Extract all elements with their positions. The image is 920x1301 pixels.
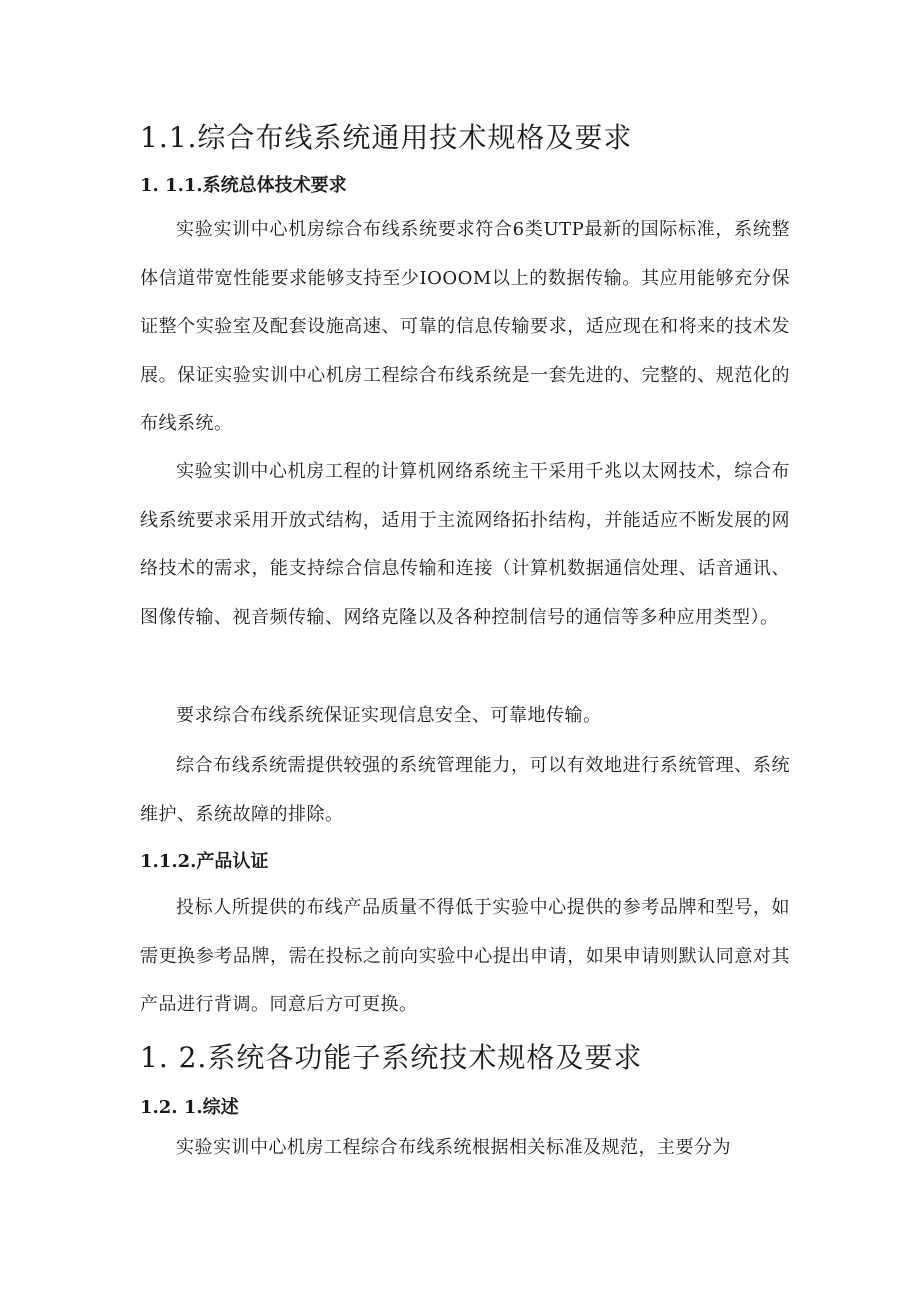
paragraph-1-1-2-a: 投标人所提供的布线产品质量不得低于实验中心提供的参考品牌和型号，如需更换参考品牌，需在投标之前向实验中心提出申请，如果申请则默认同意对其产品进行背调。同意后方可更换。 [140,897,790,1015]
paragraph-1-2-1-a: 实验实训中心机房工程综合布线系统根据相关标准及规范，主要分为 [176,1137,731,1158]
section-heading-1-2: 1. 2.系统各功能子系统技术规格及要求 [140,1041,643,1074]
paragraph-1-1-1-d: 综合布线系统需提供较强的系统管理能力，可以有效地进行系统管理、系统维护、系统故障的排除。 [140,755,790,825]
paragraph-1-1-1-c: 要求综合布线系统保证实现信息安全、可靠地传输。 [176,705,602,726]
subsection-heading-1-1-1: 1. 1.1.系统总体技术要求 [140,175,347,196]
subsection-heading-1-1-2: 1.1.2.产品认证 [140,851,269,872]
paragraph-1-1-1-a: 实验实训中心机房综合布线系统要求符合6类UTP最新的国际标准，系统整体信道带宽性能要求能够支持至少IOOOM以上的数据传输。其应用能够充分保证整个实验室及配套设施高速、可靠的信息传输要求，适应现在和将来的技术发展。保证实验实训中心机房工程综合布线系统是一套先进的、完整的、规范化的布线系统。 [140,219,790,434]
section-heading-1-1: 1.1.综合布线系统通用技术规格及要求 [140,121,633,154]
subsection-heading-1-2-1: 1.2. 1.综述 [140,1097,239,1118]
paragraph-1-1-1-b: 实验实训中心机房工程的计算机网络系统主干采用千兆以太网技术，综合布线系统要求采用开放式结构，适用于主流网络拓扑结构，并能适应不断发展的网络技术的需求，能支持综合信息传输和连接（计算机数据通信处理、话音通讯、图像传输、视音频传输、网络克隆以及各种控制信号的通信等多种应用类型）。 [140,461,790,628]
